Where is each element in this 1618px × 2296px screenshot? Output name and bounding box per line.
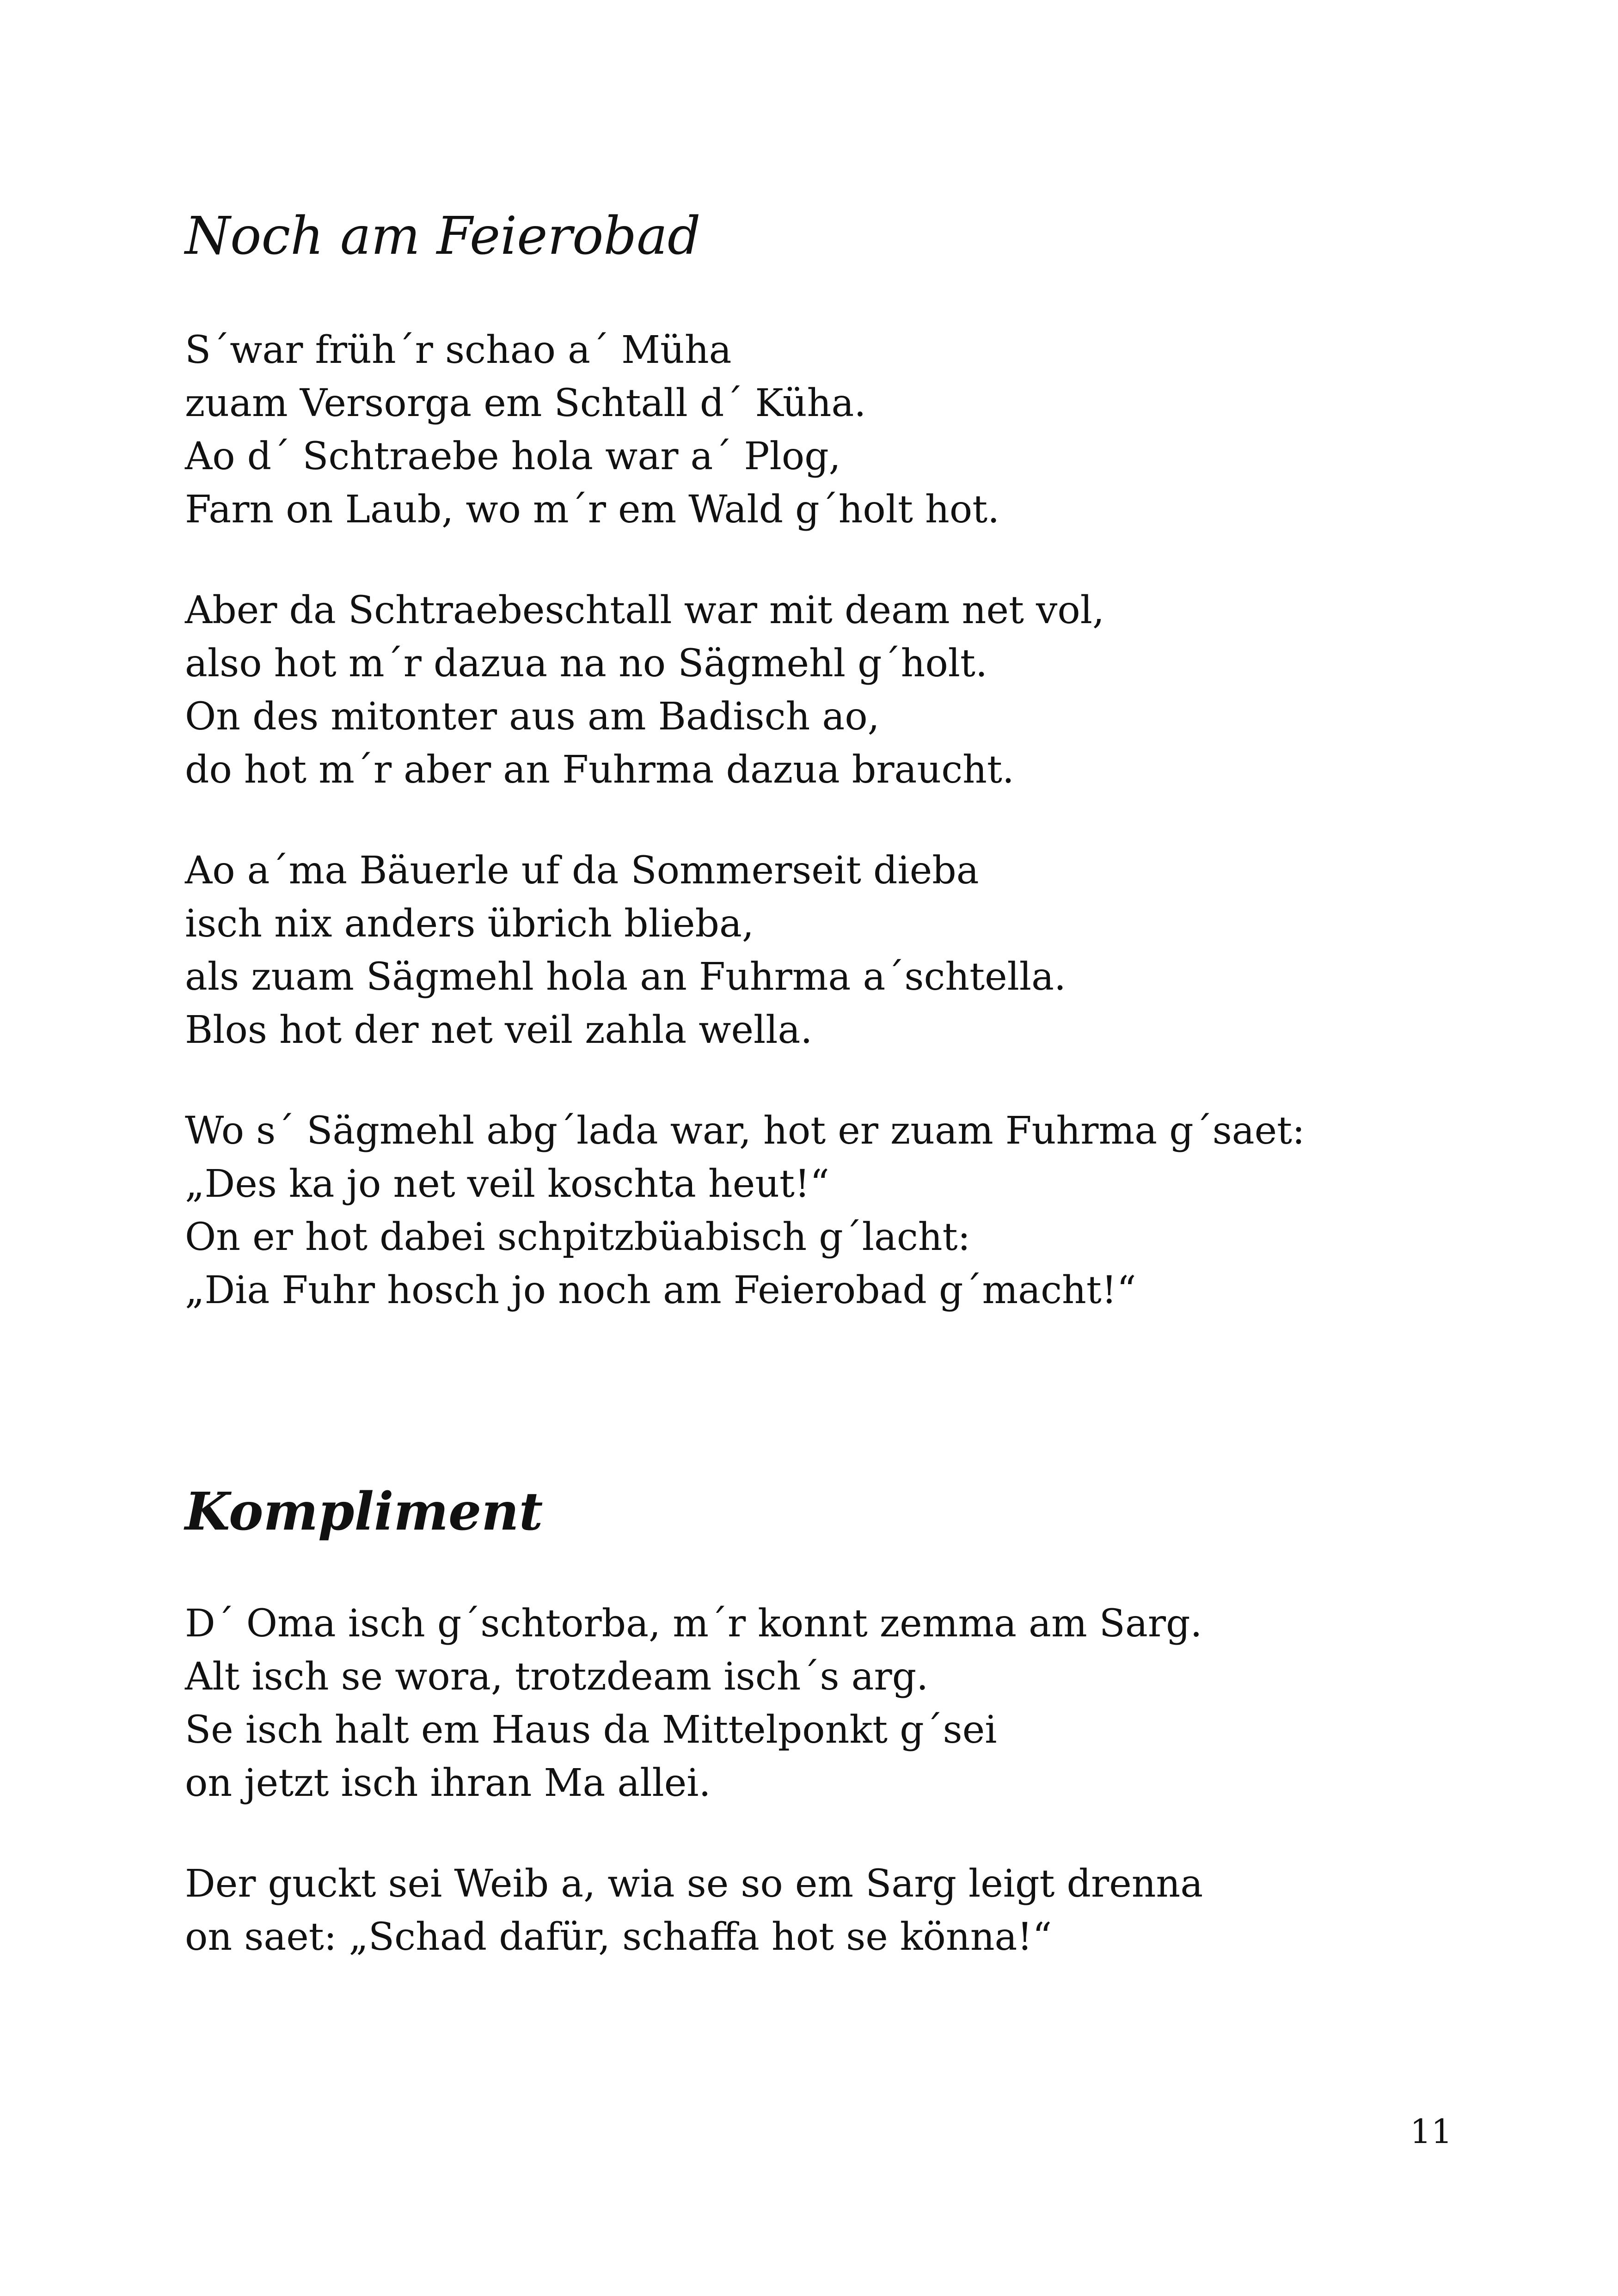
verse-line: D´ Oma isch g´schtorba, m´r konnt zemma am Sarg. (185, 1602, 1202, 1646)
verse-line: „Dia Fuhr hosch jo noch am Feierobad g´macht!“ (185, 1268, 1136, 1312)
verse-line: On des mitonter aus am Badisch ao, (185, 695, 880, 739)
verse-line: do hot m´r aber an Fuhrma dazua braucht. (185, 748, 1014, 792)
stanza (185, 1104, 1305, 1317)
verse-line: S´war früh´r schao a´ Müha (185, 328, 732, 372)
verse-line: Ao d´ Schtraebe hola war a´ Plog, (185, 435, 841, 478)
verse-line: on saet: „Schad dafür, schaffa hot se könna!“ (185, 1915, 1052, 1959)
verse-line: on jetzt isch ihran Ma allei. (185, 1761, 711, 1805)
stanza (185, 1597, 1202, 1810)
verse-line: Alt isch se wora, trotzdeam isch´s arg. (185, 1655, 929, 1699)
poem-title: Kompliment (185, 1482, 543, 1542)
verse-line: Wo s´ Sägmehl abg´lada war, hot er zuam Fuhrma g´saet: (185, 1109, 1305, 1153)
verse-line: Aber da Schtraebeschtall war mit deam net vol, (185, 588, 1105, 632)
stanza (185, 844, 1066, 1057)
verse-line: Der guckt sei Weib a, wia se so em Sarg leigt drenna (185, 1862, 1203, 1906)
verse-line: On er hot dabei schpitzbüabisch g´lacht: (185, 1215, 971, 1259)
poem-title: Noch am Feierobad (185, 206, 701, 266)
verse-line: Farn on Laub, wo m´r em Wald g´holt hot. (185, 488, 1000, 532)
verse-line: als zuam Sägmehl hola an Fuhrma a´schtella. (185, 955, 1066, 999)
verse-line: Se isch halt em Haus da Mittelponkt g´sei (185, 1708, 997, 1752)
stanza (185, 1857, 1203, 1964)
verse-line: also hot m´r dazua na no Sägmehl g´holt. (185, 642, 988, 686)
verse-line: „Des ka jo net veil koschta heut!“ (185, 1162, 829, 1206)
stanza (185, 324, 999, 536)
verse-line: Ao a´ma Bäuerle uf da Sommerseit dieba (185, 849, 979, 893)
verse-line: zuam Versorga em Schtall d´ Küha. (185, 381, 866, 425)
stanza (185, 584, 1104, 796)
verse-line: Blos hot der net veil zahla wella. (185, 1008, 813, 1052)
verse-line: isch nix anders übrich blieba, (185, 902, 754, 946)
page-number: 11 (1410, 2112, 1453, 2151)
